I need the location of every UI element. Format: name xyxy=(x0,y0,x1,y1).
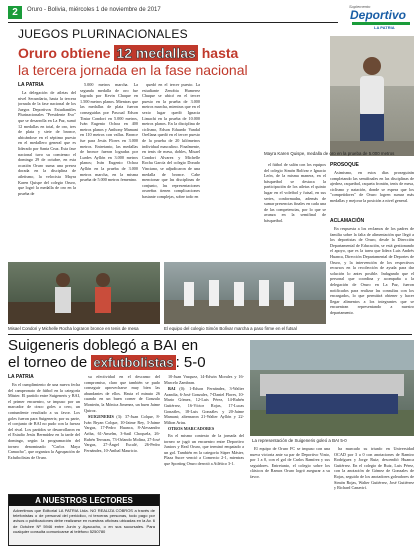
article2-column-1 xyxy=(8,382,80,490)
prosoque-title: PROSOQUE xyxy=(330,162,359,168)
lineup1-text: (3): 37-Juan Colque, 8-Iván Bryan Colque, 10-Jaime Rey, 3-Jaime Vargas, 17-Pedro Huanca, 8-Alessandro Ariba, 61-Anselm, 3-Saúl Choquela, 26-Rubén Terrazas, 73-Orlando Molina, 27-José Vargas, 27-Ángel Escalé, 26-Pedro Fernández, 10-Anibal Mauricio. xyxy=(84,414,160,453)
lectores-title: A NUESTROS LECTORES xyxy=(9,495,159,506)
lectores-text: Advertimos que Editorial LA PATRIA Ltda. NO REALIZA COBROS a través de telefonistas o de personal del periódico, ni terceras personas, todo pago por avisos o publicaciones debe realizarse en nuestras oficinas ubicadas en la Av. 6 de Octubre Nº 5946 entre Junín y Ayacucho, o en sus sucursales. Para cualquier consulta comunicarse al teléfono 5250780 xyxy=(13,508,155,534)
photo-athlete-caption: Mayra Karen Quispe, medalla de oro en la prueba de 5.000 metros xyxy=(264,151,395,156)
photo-suigeneris-caption: La representación de Suigeneris goleó a BAI 5-0 xyxy=(252,438,347,443)
headline2-part-c: : 5-0 xyxy=(175,354,206,371)
headline1-part-a: Oruro obtiene xyxy=(18,45,111,61)
article2-text-2: su efectividad en el descanso del compromiso, claro que también se pudo conseguir aprovecharse muy bien las abundantes de ellos. Hasta el minuto 26 cuando en un buen corner de Gonzalo Monteón, la Mónica Jimenez, un buen Jaime Quiroz. xyxy=(84,374,160,413)
aclamacion-title: ACLAMACIÓN xyxy=(330,218,365,224)
photo-futsal-caption: El equipo del colegio Simón Bolívar marcha a paso firme en el futsal xyxy=(164,326,297,331)
header-rule xyxy=(8,22,338,23)
photo-table-tennis-figure xyxy=(8,262,160,324)
article2-column-5 xyxy=(334,446,414,544)
lectores-notice-box xyxy=(8,494,160,546)
logo-subtitle: LA PATRIA xyxy=(374,25,395,30)
dateline: Oruro - Bolivia, miércoles 1 de noviembre de 2017 xyxy=(27,7,161,13)
article2-text-5: ha marcado su triunfo en Universidad OCAD por 3 a 0 con anotaciones de Ramiro Rodríguez y Jorge Ruiz; descendió Huanca Gutiérrez. En el colegio de Ruiz, Luis Pérez, con la anotación de Gómez de Gonzales de Rojas, seguido de los anotadores goleadores de Simón Rojas, Walter Gutiérrez, José Gutiérrez y Richard Canavirí. xyxy=(334,446,414,491)
photo-futsal-figure xyxy=(164,262,326,324)
headline1-part-b: hasta xyxy=(201,45,239,61)
article2-text-3: 10-Juan Vasquez, 14-Edwin Morales y 16-Marcelo Zambran. xyxy=(164,374,244,385)
supplement-label: Suplemento xyxy=(349,4,371,9)
article2-byline: LA PATRIA xyxy=(8,374,34,380)
photo-table-tennis xyxy=(8,262,160,324)
photo-athlete xyxy=(330,36,414,156)
article2-column-2 xyxy=(84,374,160,490)
headline1-part-c: la tercera jornada en la fase nacional xyxy=(18,62,248,78)
article1-text-2: 5.000 metros marcha. La segunda medalla de oro fue lograda por Kevin Chaque en 1.500 metros planos. Mientras que las medallas de plata fueron conseguidas por Pascual Edson Tintar Condori en 5.000 metros, Iván Eugenio Ochoa en 400 metros planos y Anthony Mamani en 110 metros con vallas. Bronce fue para Jesús Flores en 3.000 metros. Entretanto, las medallas de bronce fueron logradas por Lurdes Ayllón en 3.000 metros planos; Iván Eugenio Ochoa Ayllón en la prueba de 3.000 metros marcha, en la misma prueba de 5.000 metros femenino. xyxy=(80,82,138,183)
photo-suigeneris-team xyxy=(250,340,414,436)
prosoque-column xyxy=(330,170,414,216)
article1-column-1 xyxy=(18,90,76,258)
photo-futsal xyxy=(164,262,326,324)
section-title: JUEGOS PLURINACIONALES xyxy=(18,27,188,41)
photo-suigeneris-team-figure xyxy=(250,340,414,436)
article1-byline: LA PATRIA xyxy=(18,82,44,88)
article1-text-1: La delegación de atletas del nivel Secundaria, hasta la tercera jornada de la fase nacional de los Juegos Deportivos Estudiantiles Plurinacionales "Presidente Evo" que se desarrolla en La Paz, sumó 12 medallas en total, de oro, tres de plata y siete de bronce, ubicándose en el séptimo puesto en el medallero general que es liderado por Santa Cruz. Esta fase nacional tuvo su comienzo el domingo 29 de octubre, en esta ocasión Oruro suma una presea dorada en la disciplina de atletismo, la velocista Mayra Karen Quispe del colegio Oruro, que logró la medalla de oro en la prueba de xyxy=(18,90,76,196)
article1-column-2 xyxy=(80,82,138,258)
page-number: 2 xyxy=(8,6,22,19)
prosoque-text: Asimismo, en estos días proseguirán completando las semifinales en las disciplinas de ajedrez, raquetbol, raqueta frontón, tenis de mesa, ciclismo y natación, donde se espera que los "competidores" de Oruro logren sumar más medallas y mejorar la posición a nivel general. xyxy=(330,170,414,203)
article1-column-4 xyxy=(264,162,326,258)
deportivo-logo: Deportivo xyxy=(350,8,407,22)
photo-athlete-figure xyxy=(330,36,414,156)
article1-text-4: el fútbol de salón con los equipos del colegio Simón Bolívar e Ignacio León, de la misma manera, en el básquetbol se destaca la participación de los atletas el quinto lugar en el voleibol y futsal, en sus series, conformadas, además de sumar presencias finales en cada una de las competencias, por lo que se avanza en la semifinal de básquetbol. xyxy=(264,162,326,223)
article-divider xyxy=(8,334,412,335)
lineup2-text: (0): 1-Edson Fernández, 3-Walter Arandia, 6-José Gonzales, 7-Daniel Flores, 10-Mario Gómez, 12-Luis Pérez, 14-Rubén Gutiérrez, 16-Víctor Rojas, 17-Lucas Gonzáles, 18-Luis Gonzáles y 20-Jaime Mamani; alternaron 21-Walter Ayllón y 22-Milton Arias. xyxy=(164,386,244,425)
aclamacion-column xyxy=(330,226,414,330)
article2-column-3 xyxy=(164,374,244,544)
photo-table-tennis-caption: Misael Condori y Michelle Rocha lograron bronce en tenis de mesa xyxy=(8,326,139,331)
otros-text: En el mismo contexto de la jornada del torneo se jugó un encuentro entre Deportivo Juniors y Real Oruro, que terminó empatado a un gol. También en la categoría Súper Máster, Plaza Sucre venció a Comercio 2-1, mientras que Sporting Oruro derrotó a Atlético 3-1. xyxy=(164,432,244,466)
article2-text-1: En el cumplimiento de una nueva fecha del campeonato de fútbol en la categoría Máster. El partido entre Suigeneris y BAI, el primer encuentro, se impuso por un marcador de cinco goles a cero, un contundente resultado a su favor. Los goles fueron para Suigeneris; por su parte, el conjunto de BAI no pudo con la fuerza del rival. Los partidos se desarrollaron en el Estadio Jesús Bermúdez en la tarde del domingo, según la programación del torneo denominado "Carlos Maya Camacho", que organiza la Agrupación de Exfutbolistas de Oruro. xyxy=(8,382,80,460)
headline2-part-a: Suigeneris doblegó a BAI en xyxy=(8,337,199,354)
article2-column-4 xyxy=(250,446,330,544)
headline2-highlight: exfutbolistas xyxy=(93,355,174,370)
aclamacion-text: En respuesta a los reclamos de los padres de familia sobre la falta de alimentación que llegó a los deportistas de Oruro, desde la Dirección Departamental de Educación, se está gestionando el apoyo, que es la tarea que lidera Luis Andrés Huanca, Dirección Departamental de Deportes de Oruro, y la intervención de los respectivos recursos en la recolección de ayuda para dar solución lo antes posible. Indagando que el personal que coordina y acompaña a la delegación de Oruro en La Paz, fueron notificados para realizar las consultas con los encargados, lo que permitirá obtener y hacer llegar alimentos a los integrantes que se encuentran representando a nuestro departamento. xyxy=(330,226,414,315)
article2-text-4: El equipo de Oruro FC se impuso con una nueva victoria ante su par de Deportivo Vinto, por 1 a 0, con el gol de Carlos Ramírez y sus seguidores. Entretanto, el colegio sobre los clásicos de Ramos Oruro logró asegurar a su favor. xyxy=(250,446,330,479)
headline2-part-b: el torneo de xyxy=(8,354,88,371)
lineup1-title: SUIGENERIS xyxy=(88,414,114,420)
article1-headline xyxy=(18,45,318,79)
headline1-highlight: 12 medallas xyxy=(116,45,196,61)
lineup2-title: BAI xyxy=(168,386,176,392)
article1-text-3: quedó en el tercer puesto. La estudiante Zenobia Humerez Chuque se ubicó en el tercer puesto en la prueba de 3.000 metros marcha, mientras que en el sexto lugar quedó Ignacia Limachi en la prueba de 10.000 metros planos. En la disciplina de ciclismo, Edson Eduardo Vandal Orellana quedó en el tercer puesto de la prueba de 20 kilómetros individual masculino. Finalmente, en tenis de mesa, dobles, Misael Condori Alvarez y Michelle Rocha García del colegio Dorado Vinciano, se adjudicaron de una medalla de bronce. Cabe mencionar que las disciplinas de conjunto, las representaciones orureñas tienen complicaciones bastante complejas, sobre todo en xyxy=(142,82,200,199)
article1-column-3 xyxy=(142,82,200,258)
otros-title: OTROS MARCADORES xyxy=(168,426,215,432)
